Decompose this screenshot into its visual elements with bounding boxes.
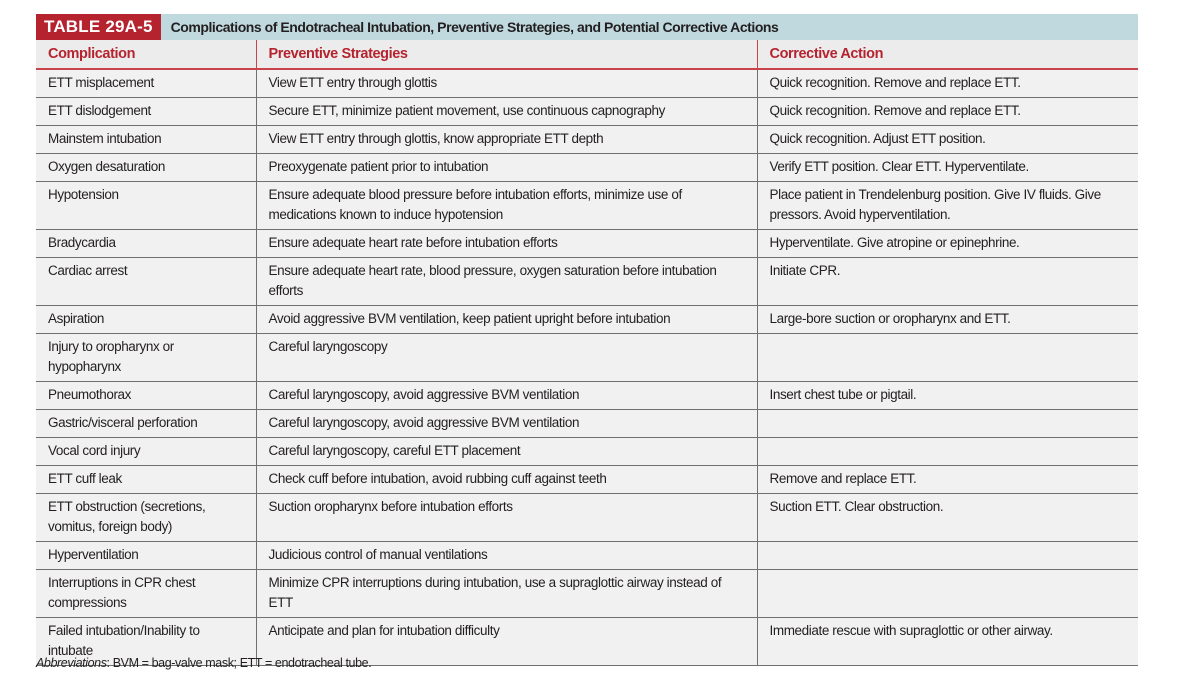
table-row <box>36 230 1138 258</box>
cell-complication: Aspiration <box>36 306 256 334</box>
cell-corrective-action: Verify ETT position. Clear ETT. Hyperventilate. <box>757 154 1138 182</box>
cell-preventive-strategy: Careful laryngoscopy, avoid aggressive BVM ventilation <box>256 410 757 438</box>
table-row <box>36 98 1138 126</box>
cell-complication: Oxygen desaturation <box>36 154 256 182</box>
footnote <box>36 656 371 670</box>
header-corrective-action: Corrective Action <box>757 40 1138 69</box>
footnote-text: : BVM = bag-valve mask; ETT = endotracheal tube. <box>106 656 372 670</box>
table-row <box>36 494 1138 542</box>
cell-preventive-strategy: Suction oropharynx before intubation efforts <box>256 494 757 542</box>
table-row <box>36 334 1138 382</box>
cell-corrective-action: Place patient in Trendelenburg position. Give IV fluids. Give pressors. Avoid hyperventilation. <box>757 182 1138 230</box>
cell-corrective-action: Remove and replace ETT. <box>757 466 1138 494</box>
table-row <box>36 154 1138 182</box>
complications-table <box>36 40 1138 666</box>
cell-complication: Injury to oropharynx or hypopharynx <box>36 334 256 382</box>
cell-preventive-strategy: View ETT entry through glottis, know appropriate ETT depth <box>256 126 757 154</box>
cell-preventive-strategy: Preoxygenate patient prior to intubation <box>256 154 757 182</box>
cell-complication: ETT cuff leak <box>36 466 256 494</box>
table-row <box>36 438 1138 466</box>
table-container <box>36 14 1138 666</box>
table-title-bar <box>36 14 1138 40</box>
table-row <box>36 466 1138 494</box>
cell-corrective-action: Quick recognition. Remove and replace ETT. <box>757 69 1138 98</box>
table-row <box>36 182 1138 230</box>
cell-corrective-action: Insert chest tube or pigtail. <box>757 382 1138 410</box>
cell-preventive-strategy: Careful laryngoscopy, careful ETT placement <box>256 438 757 466</box>
table-title: Complications of Endotracheal Intubation, Preventive Strategies, and Potential Corrective Actions <box>170 19 779 35</box>
cell-preventive-strategy: View ETT entry through glottis <box>256 69 757 98</box>
cell-preventive-strategy: Secure ETT, minimize patient movement, use continuous capnography <box>256 98 757 126</box>
table-row <box>36 382 1138 410</box>
header-preventive-strategies: Preventive Strategies <box>256 40 757 69</box>
cell-corrective-action: Immediate rescue with supraglottic or other airway. <box>757 618 1138 666</box>
cell-complication: Vocal cord injury <box>36 438 256 466</box>
table-row <box>36 126 1138 154</box>
cell-preventive-strategy: Avoid aggressive BVM ventilation, keep patient upright before intubation <box>256 306 757 334</box>
cell-complication: Cardiac arrest <box>36 258 256 306</box>
footnote-label: Abbreviations <box>36 656 107 670</box>
table-row <box>36 306 1138 334</box>
table-label: TABLE 29A-5 <box>36 14 161 40</box>
cell-complication: Bradycardia <box>36 230 256 258</box>
cell-corrective-action: Quick recognition. Remove and replace ETT. <box>757 98 1138 126</box>
cell-corrective-action: Quick recognition. Adjust ETT position. <box>757 126 1138 154</box>
cell-corrective-action: Suction ETT. Clear obstruction. <box>757 494 1138 542</box>
cell-preventive-strategy: Careful laryngoscopy <box>256 334 757 382</box>
cell-complication: ETT obstruction (secretions, vomitus, foreign body) <box>36 494 256 542</box>
cell-corrective-action <box>757 334 1138 382</box>
cell-corrective-action: Initiate CPR. <box>757 258 1138 306</box>
table-row <box>36 542 1138 570</box>
cell-corrective-action: Large-bore suction or oropharynx and ETT. <box>757 306 1138 334</box>
cell-complication: ETT misplacement <box>36 69 256 98</box>
header-row <box>36 40 1138 69</box>
cell-complication: Interruptions in CPR chest compressions <box>36 570 256 618</box>
cell-complication: Hyperventilation <box>36 542 256 570</box>
header-complication: Complication <box>36 40 256 69</box>
table-row <box>36 570 1138 618</box>
table-row <box>36 258 1138 306</box>
cell-preventive-strategy: Careful laryngoscopy, avoid aggressive BVM ventilation <box>256 382 757 410</box>
cell-preventive-strategy: Check cuff before intubation, avoid rubbing cuff against teeth <box>256 466 757 494</box>
cell-complication: Failed intubation/Inability to intubate <box>36 618 256 666</box>
cell-corrective-action <box>757 570 1138 618</box>
cell-preventive-strategy: Judicious control of manual ventilations <box>256 542 757 570</box>
cell-complication: Hypotension <box>36 182 256 230</box>
table-row <box>36 410 1138 438</box>
cell-preventive-strategy: Anticipate and plan for intubation difficulty <box>256 618 757 666</box>
cell-complication: Pneumothorax <box>36 382 256 410</box>
cell-complication: Gastric/visceral perforation <box>36 410 256 438</box>
cell-preventive-strategy: Ensure adequate heart rate, blood pressure, oxygen saturation before intubation efforts <box>256 258 757 306</box>
cell-complication: ETT dislodgement <box>36 98 256 126</box>
table-row <box>36 69 1138 98</box>
cell-preventive-strategy: Ensure adequate heart rate before intubation efforts <box>256 230 757 258</box>
cell-preventive-strategy: Ensure adequate blood pressure before intubation efforts, minimize use of medications known to induce hypotension <box>256 182 757 230</box>
cell-complication: Mainstem intubation <box>36 126 256 154</box>
cell-corrective-action: Hyperventilate. Give atropine or epinephrine. <box>757 230 1138 258</box>
cell-corrective-action <box>757 438 1138 466</box>
table-body <box>36 69 1138 666</box>
cell-corrective-action <box>757 410 1138 438</box>
cell-preventive-strategy: Minimize CPR interruptions during intubation, use a supraglottic airway instead of ETT <box>256 570 757 618</box>
cell-corrective-action <box>757 542 1138 570</box>
